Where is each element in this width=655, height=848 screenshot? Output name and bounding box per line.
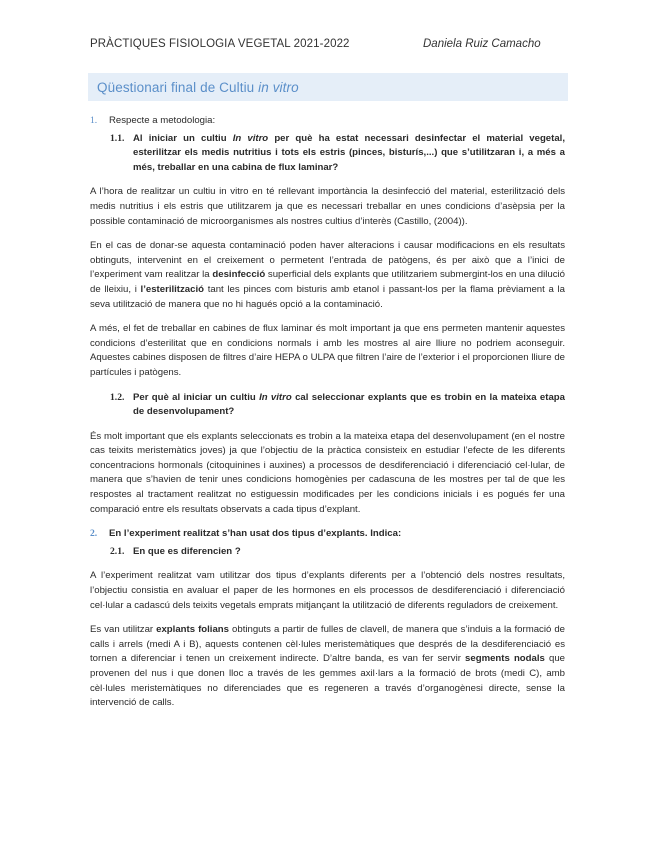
question-1-2-part2: cal seleccionar explants que es trobin en la mateixa etapa de desenvolupament? (133, 391, 565, 418)
section-1-number: 1. (90, 115, 98, 126)
question-1-1 (90, 132, 565, 176)
paragraph-1: A l’hora de realitzar un cultiu in vitro en té rellevant importància la desinfecció del material, esterilització dels medis nutritius i els estris que utilitzarem ja que es necessari treballar en unes condicions d’asèpsia per la possible contaminació de microorganismes als nostres cultius d’interès (Castillo, (2004)). (90, 186, 565, 227)
paragraph-4: És molt important que els explants seleccionats es trobin a la mateixa etapa del desenvolupament (en el nostre cas teixits meristemàtics joves) ja que l’objectiu de la pràctica consisteix en estudiar l’efecte de les diferents concentracions hormonals (citoquinines i auxines) a processos de desdiferenciació i diferenciació cel·lular, de manera que s’havien de tenir unes condicions homogènies per cadascuna de les mostres per tal de que les respostes al tractament realitzat no estiguessin modificades per les condicions inicials i es pogués fer una comparació entre els resultats observats a cada tipus d’explant. (90, 430, 565, 515)
paragraph-6-d: que provenen del nus i que donen lloc a través de les gemmes axil·lars a la formació de brots (medi C), amb cèl·lules meristemàtiques no diferenciades que es regeneren a través d’organogènesi directe, sense la intervenció de calls. (90, 653, 565, 709)
title-main: Qüestionari final de Cultiu (97, 80, 259, 95)
question-1-1-part1: Al iniciar un cultiu (133, 132, 233, 144)
paragraph-2 (90, 239, 565, 312)
paragraph-3: A més, el fet de treballar en cabines de flux laminar és molt important ja que ens permeten mantenir aquestes condicions d’esterilitat que en condicions normals i amb les mostres al aire lliure no podriem aconseguir. Aquestes cabines disposen de filtres d’aire HEPA o ULPA que filtren l’aire de l’exterior i el proporcionen lliure de partícules i patògens. (90, 323, 565, 378)
section-2-heading (90, 527, 565, 542)
question-2-1 (90, 545, 565, 560)
page-title (88, 73, 568, 101)
paragraph-6-c: obtinguts a partir de fulles de clavell, de manera que s’induis a la formació de calls i arrels (medi A i B), aquests contenen cèl·lules meristemàtiques que després de la desdiferenciació es tornen a diferenciar i tenen un creixement indirecte. D’altre banda, es van fer servir (90, 624, 565, 665)
question-2-1-number: 2.1. (110, 545, 125, 557)
section-2-label: En l’experiment realitzat s’han usat dos tipus d’explants. Indica: (109, 528, 402, 540)
question-1-1-part2: per què ha estat necessari desinfectar el material vegetal, esterilitzar els medis nutritius i tots els estris (pinces, bisturís,...) que s’utilitzaran i, a més a més, treballar en una cabina de flux laminar? (133, 132, 565, 173)
header-course: PRÀCTIQUES FISIOLOGIA VEGETAL 2021-2022 (90, 38, 350, 50)
paragraph-6-a: Es van utilitzar (90, 624, 157, 636)
question-1-2-number: 1.2. (110, 391, 125, 403)
question-1-2-part1: Per què al iniciar un cultiu (133, 391, 260, 403)
paragraph-2-a: En el cas de donar-se aquesta contaminació poden haver alteracions i causar modificacions en els resultats obtinguts, intervenint en el creixement o permetent l’entrada de patògens, és per això que a l’inici de l’experiment vam realitzar la (90, 240, 565, 281)
paragraph-6-bold-2: segments nodals (465, 653, 545, 665)
paragraph-5: A l’experiment realitzat vam utilitzar dos tipus d’explants diferents per a l’obtenció dels nostres resultats, l’objectiu consistia en avaluar el paper de les hormones en els processos de desdiferenciació i diferenciació cel·lular a cadascú dels teixits vegetals emprats mitjançant la utilització de diferents reguladors de creixement. (90, 570, 565, 611)
section-1-heading (90, 114, 565, 129)
header-author: Daniela Ruiz Camacho (423, 38, 541, 50)
question-2-1-text: En que es diferencien ? (133, 545, 241, 557)
content (90, 114, 565, 721)
section-1-label: Respecte a metodologia: (109, 115, 216, 126)
paragraph-6 (90, 623, 565, 711)
question-1-2-italic: In vitro (259, 391, 292, 403)
paragraph-2-d: tant les pinces com bisturis amb etanol i passant-los per la flama prèviament a la seva utilització de manera que no hi hagués opció a la contaminació. (90, 283, 565, 310)
question-1-1-number: 1.1. (110, 132, 125, 144)
question-1-2 (90, 391, 565, 420)
paragraph-2-bold-2: l’esterilització (140, 283, 204, 295)
paragraph-2-bold-1: desinfecció (212, 269, 266, 281)
question-1-1-italic: In vitro (232, 132, 269, 144)
title-italic: in vitro (258, 80, 299, 95)
section-2-number: 2. (90, 528, 98, 540)
paragraph-6-bold-1: explants folians (156, 624, 229, 636)
paragraph-2-c: superficial dels explants que utilitzariem submergint-los en una dilució de lleixiu, i (90, 269, 565, 295)
